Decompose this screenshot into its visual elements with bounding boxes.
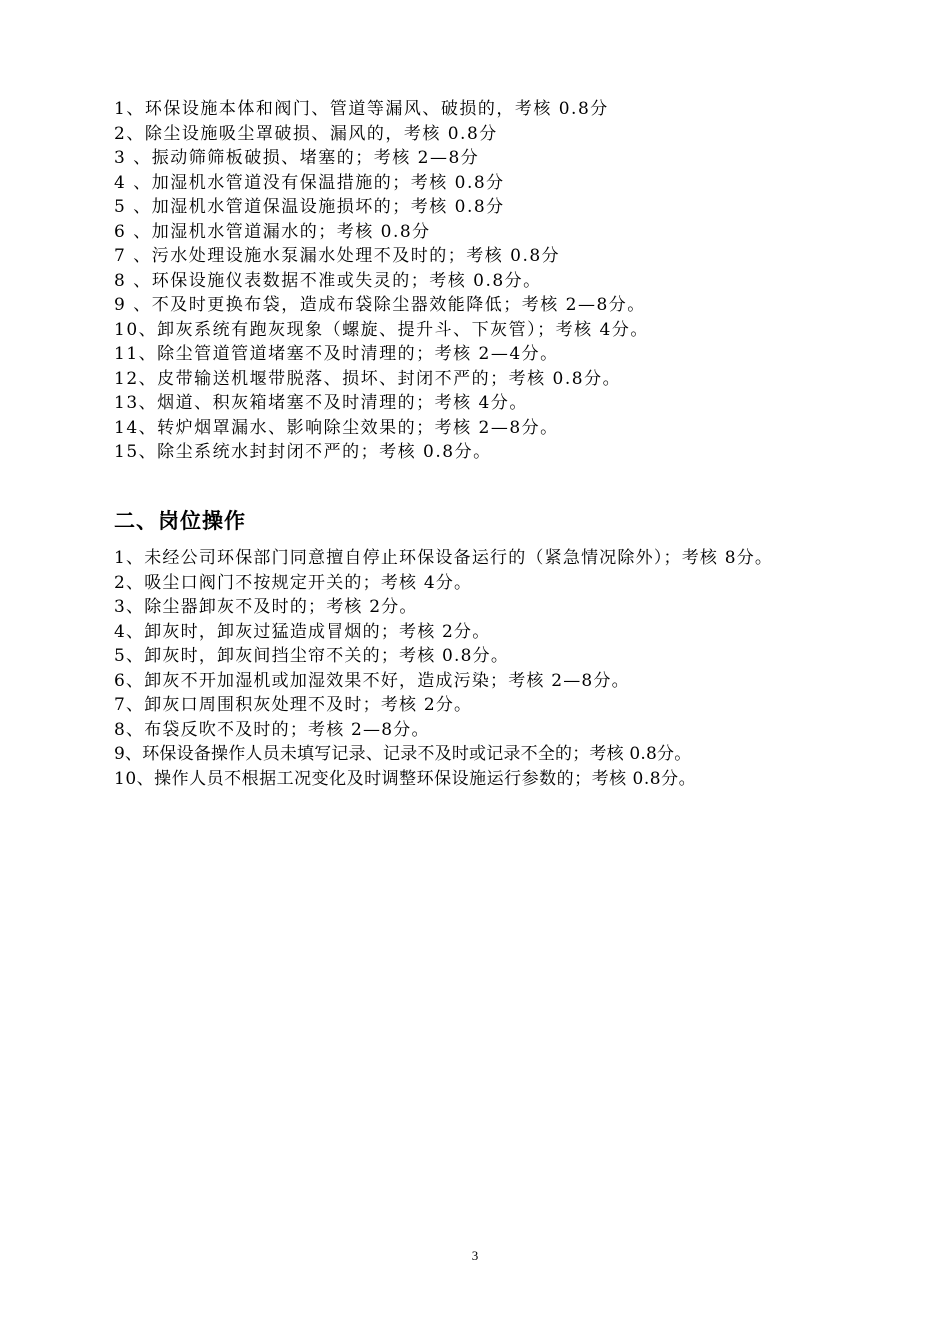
list-item: 12、皮带输送机堰带脱落、损坏、封闭不严的；考核 0.8分。 bbox=[114, 368, 622, 389]
list-item: 5、卸灰时，卸灰间挡尘帘不关的；考核 0.8分。 bbox=[114, 646, 510, 666]
list-item: 1、未经公司环保部门同意擅自停止环保设备运行的（紧急情况除外）；考核 8分。 bbox=[114, 548, 774, 568]
list-item: 5 、加湿机水管道保温设施损坏的；考核 0.8分 bbox=[114, 197, 505, 217]
assessment-list-post-operation bbox=[114, 546, 844, 791]
list-item: 4 、加湿机水管道没有保温措施的；考核 0.8分 bbox=[114, 172, 505, 193]
list-item: 7 、污水处理设施水泵漏水处理不及时的；考核 0.8分 bbox=[114, 246, 561, 266]
list-item: 9 、不及时更换布袋，造成布袋除尘器效能降低；考核 2—8分。 bbox=[114, 295, 646, 315]
list-item: 11、除尘管道管道堵塞不及时清理的；考核 2—4分。 bbox=[114, 344, 559, 364]
page-number: 3 bbox=[471, 1248, 479, 1263]
list-item: 10、卸灰系统有跑灰现象（螺旋、提升斗、下灰管）；考核 4分。 bbox=[114, 319, 649, 340]
list-item: 3、除尘器卸灰不及时的；考核 2分。 bbox=[114, 597, 418, 617]
list-item: 1、环保设施本体和阀门、管道等漏风、破损的，考核 0.8分 bbox=[114, 99, 609, 119]
assessment-list-environmental-facilities bbox=[114, 97, 874, 465]
list-item: 4、卸灰时，卸灰过猛造成冒烟的；考核 2分。 bbox=[114, 621, 491, 642]
list-item: 8 、环保设施仪表数据不准或失灵的；考核 0.8分。 bbox=[114, 270, 542, 291]
list-item: 2、除尘设施吸尘罩破损、漏风的，考核 0.8分 bbox=[114, 123, 498, 144]
list-item: 2、吸尘口阀门不按规定开关的；考核 4分。 bbox=[114, 572, 473, 593]
list-item: 10、操作人员不根据工况变化及时调整环保设施运行参数的；考核 0.8分。 bbox=[114, 768, 697, 789]
list-item: 7、卸灰口周围积灰处理不及时；考核 2分。 bbox=[114, 695, 473, 715]
list-item: 9、环保设备操作人员未填写记录、记录不及时或记录不全的；考核 0.8分。 bbox=[114, 744, 692, 764]
list-item: 6 、加湿机水管道漏水的；考核 0.8分 bbox=[114, 221, 431, 242]
list-item: 3 、振动筛筛板破损、堵塞的；考核 2—8分 bbox=[114, 148, 480, 168]
section-heading: 二、岗位操作 bbox=[114, 509, 246, 533]
list-item: 8、布袋反吹不及时的；考核 2—8分。 bbox=[114, 719, 430, 740]
list-item: 6、卸灰不开加湿机或加湿效果不好，造成污染；考核 2—8分。 bbox=[114, 670, 630, 691]
list-item: 14、转炉烟罩漏水、影响除尘效果的；考核 2—8分。 bbox=[114, 417, 559, 438]
list-item: 13、烟道、积灰箱堵塞不及时清理的；考核 4分。 bbox=[114, 393, 528, 413]
list-item: 15、除尘系统水封封闭不严的；考核 0.8分。 bbox=[114, 442, 492, 462]
